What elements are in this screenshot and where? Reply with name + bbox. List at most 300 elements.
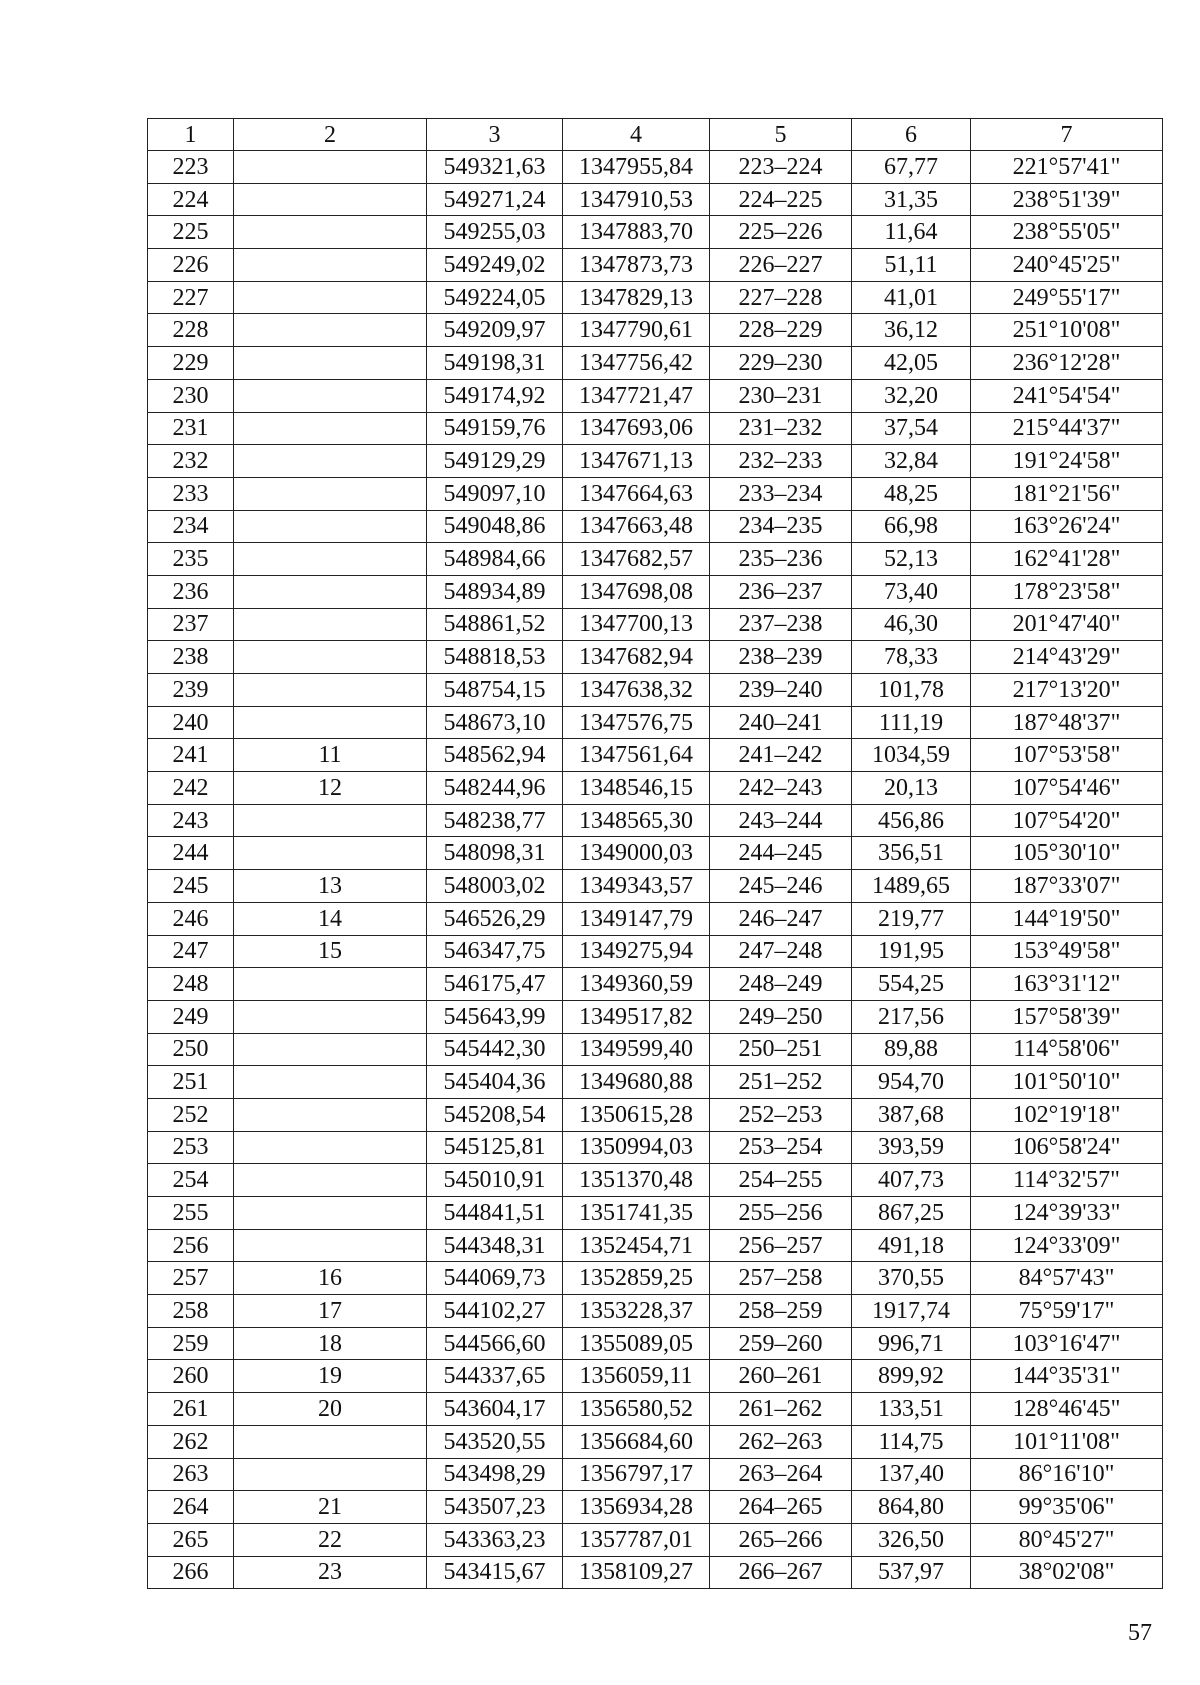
table-cell-col-7: 236°12'28" xyxy=(971,347,1163,380)
table-row xyxy=(148,1164,1163,1197)
table-cell-col-3: 548934,89 xyxy=(427,575,563,608)
table-row xyxy=(148,1458,1163,1491)
table-cell-col-6: 326,50 xyxy=(852,1523,971,1556)
table-cell-col-3: 549097,10 xyxy=(427,477,563,510)
table-cell-col-1: 238 xyxy=(148,641,234,674)
table-cell-col-1: 234 xyxy=(148,510,234,543)
table-cell-col-7: 215°44'37" xyxy=(971,412,1163,445)
table-cell-col-3: 548244,96 xyxy=(427,772,563,805)
table-cell-col-2 xyxy=(234,1458,427,1491)
table-cell-col-6: 41,01 xyxy=(852,281,971,314)
table-cell-col-3: 549174,92 xyxy=(427,379,563,412)
table-cell-col-6: 52,13 xyxy=(852,543,971,576)
table-cell-col-5: 223–224 xyxy=(710,151,852,184)
table-cell-col-1: 237 xyxy=(148,608,234,641)
table-cell-col-3: 548818,53 xyxy=(427,641,563,674)
table-cell-col-5: 239–240 xyxy=(710,674,852,707)
table-row xyxy=(148,902,1163,935)
table-cell-col-2 xyxy=(234,1164,427,1197)
table-cell-col-1: 258 xyxy=(148,1295,234,1328)
table-cell-col-4: 1347756,42 xyxy=(563,347,710,380)
table-row xyxy=(148,706,1163,739)
table-row xyxy=(148,347,1163,380)
table-cell-col-2 xyxy=(234,1033,427,1066)
table-cell-col-3: 546175,47 xyxy=(427,968,563,1001)
table-cell-col-4: 1349599,40 xyxy=(563,1033,710,1066)
table-cell-col-6: 954,70 xyxy=(852,1066,971,1099)
table-cell-col-3: 549209,97 xyxy=(427,314,563,347)
table-cell-col-5: 228–229 xyxy=(710,314,852,347)
table-cell-col-1: 262 xyxy=(148,1425,234,1458)
table-cell-col-4: 1347664,63 xyxy=(563,477,710,510)
table-cell-col-5: 225–226 xyxy=(710,216,852,249)
table-cell-col-4: 1357787,01 xyxy=(563,1523,710,1556)
table-cell-col-2 xyxy=(234,968,427,1001)
column-header-1: 1 xyxy=(148,119,234,151)
table-cell-col-6: 51,11 xyxy=(852,249,971,282)
table-cell-col-5: 237–238 xyxy=(710,608,852,641)
table-cell-col-7: 238°51'39" xyxy=(971,183,1163,216)
header-row xyxy=(148,119,1163,151)
table-cell-col-2 xyxy=(234,183,427,216)
table-cell-col-7: 240°45'25" xyxy=(971,249,1163,282)
table-cell-col-6: 996,71 xyxy=(852,1327,971,1360)
table-cell-col-5: 260–261 xyxy=(710,1360,852,1393)
table-cell-col-5: 227–228 xyxy=(710,281,852,314)
table-cell-col-2 xyxy=(234,445,427,478)
table-cell-col-5: 230–231 xyxy=(710,379,852,412)
table-row xyxy=(148,1000,1163,1033)
table-cell-col-3: 549321,63 xyxy=(427,151,563,184)
table-cell-col-2: 17 xyxy=(234,1295,427,1328)
coordinates-table xyxy=(147,118,1163,1589)
table-cell-col-4: 1351370,48 xyxy=(563,1164,710,1197)
table-cell-col-2: 18 xyxy=(234,1327,427,1360)
table-row xyxy=(148,641,1163,674)
table-cell-col-5: 240–241 xyxy=(710,706,852,739)
table-cell-col-1: 240 xyxy=(148,706,234,739)
table-cell-col-5: 259–260 xyxy=(710,1327,852,1360)
table-cell-col-3: 549271,24 xyxy=(427,183,563,216)
table-cell-col-6: 1917,74 xyxy=(852,1295,971,1328)
table-cell-col-6: 37,54 xyxy=(852,412,971,445)
table-cell-col-3: 543507,23 xyxy=(427,1491,563,1524)
table-cell-col-3: 543363,23 xyxy=(427,1523,563,1556)
table-cell-col-7: 162°41'28" xyxy=(971,543,1163,576)
table-cell-col-2 xyxy=(234,706,427,739)
table-cell-col-2 xyxy=(234,477,427,510)
table-cell-col-3: 549159,76 xyxy=(427,412,563,445)
table-cell-col-1: 251 xyxy=(148,1066,234,1099)
table-cell-col-7: 157°58'39" xyxy=(971,1000,1163,1033)
table-cell-col-5: 266–267 xyxy=(710,1556,852,1589)
table-cell-col-6: 491,18 xyxy=(852,1229,971,1262)
table-cell-col-1: 243 xyxy=(148,804,234,837)
table-cell-col-7: 163°26'24" xyxy=(971,510,1163,543)
table-cell-col-2 xyxy=(234,543,427,576)
table-cell-col-5: 235–236 xyxy=(710,543,852,576)
table-cell-col-2: 23 xyxy=(234,1556,427,1589)
table-cell-col-6: 537,97 xyxy=(852,1556,971,1589)
table-row xyxy=(148,249,1163,282)
table-cell-col-7: 75°59'17" xyxy=(971,1295,1163,1328)
table-cell-col-1: 244 xyxy=(148,837,234,870)
table-cell-col-3: 545404,36 xyxy=(427,1066,563,1099)
table-cell-col-7: 187°48'37" xyxy=(971,706,1163,739)
table-body xyxy=(148,151,1163,1589)
table-cell-col-3: 543604,17 xyxy=(427,1393,563,1426)
table-cell-col-7: 153°49'58" xyxy=(971,935,1163,968)
table-cell-col-5: 224–225 xyxy=(710,183,852,216)
column-header-5: 5 xyxy=(710,119,852,151)
table-cell-col-3: 548562,94 xyxy=(427,739,563,772)
table-cell-col-6: 217,56 xyxy=(852,1000,971,1033)
table-cell-col-1: 254 xyxy=(148,1164,234,1197)
table-row xyxy=(148,1066,1163,1099)
table-cell-col-3: 548098,31 xyxy=(427,837,563,870)
table-cell-col-7: 201°47'40" xyxy=(971,608,1163,641)
table-cell-col-3: 548861,52 xyxy=(427,608,563,641)
table-cell-col-5: 234–235 xyxy=(710,510,852,543)
table-cell-col-2: 20 xyxy=(234,1393,427,1426)
table-row xyxy=(148,1229,1163,1262)
table-cell-col-5: 263–264 xyxy=(710,1458,852,1491)
table-cell-col-2 xyxy=(234,575,427,608)
table-cell-col-4: 1347671,13 xyxy=(563,445,710,478)
table-cell-col-3: 545010,91 xyxy=(427,1164,563,1197)
table-cell-col-5: 229–230 xyxy=(710,347,852,380)
table-cell-col-6: 78,33 xyxy=(852,641,971,674)
table-cell-col-5: 253–254 xyxy=(710,1131,852,1164)
table-cell-col-6: 89,88 xyxy=(852,1033,971,1066)
table-cell-col-6: 370,55 xyxy=(852,1262,971,1295)
column-header-3: 3 xyxy=(427,119,563,151)
table-cell-col-7: 178°23'58" xyxy=(971,575,1163,608)
table-cell-col-7: 84°57'43" xyxy=(971,1262,1163,1295)
table-cell-col-3: 544337,65 xyxy=(427,1360,563,1393)
table-cell-col-1: 263 xyxy=(148,1458,234,1491)
table-cell-col-4: 1347829,13 xyxy=(563,281,710,314)
table-cell-col-1: 242 xyxy=(148,772,234,805)
table-cell-col-4: 1358109,27 xyxy=(563,1556,710,1589)
table-row xyxy=(148,1327,1163,1360)
table-cell-col-3: 548754,15 xyxy=(427,674,563,707)
table-cell-col-2 xyxy=(234,1131,427,1164)
table-cell-col-7: 214°43'29" xyxy=(971,641,1163,674)
table-cell-col-7: 181°21'56" xyxy=(971,477,1163,510)
table-cell-col-2 xyxy=(234,1000,427,1033)
table-row xyxy=(148,1556,1163,1589)
table-cell-col-5: 226–227 xyxy=(710,249,852,282)
table-cell-col-7: 144°19'50" xyxy=(971,902,1163,935)
table-cell-col-4: 1349517,82 xyxy=(563,1000,710,1033)
table-row xyxy=(148,183,1163,216)
table-cell-col-6: 42,05 xyxy=(852,347,971,380)
table-row xyxy=(148,510,1163,543)
table-cell-col-5: 262–263 xyxy=(710,1425,852,1458)
table-cell-col-2 xyxy=(234,1425,427,1458)
table-cell-col-1: 226 xyxy=(148,249,234,282)
table-cell-col-3: 549249,02 xyxy=(427,249,563,282)
table-cell-col-1: 249 xyxy=(148,1000,234,1033)
table-cell-col-5: 250–251 xyxy=(710,1033,852,1066)
table-cell-col-4: 1350615,28 xyxy=(563,1098,710,1131)
table-cell-col-2 xyxy=(234,608,427,641)
table-cell-col-2 xyxy=(234,837,427,870)
table-cell-col-5: 257–258 xyxy=(710,1262,852,1295)
table-row xyxy=(148,1523,1163,1556)
table-cell-col-2 xyxy=(234,804,427,837)
table-cell-col-1: 252 xyxy=(148,1098,234,1131)
table-cell-col-7: 101°11'08" xyxy=(971,1425,1163,1458)
table-cell-col-4: 1347663,48 xyxy=(563,510,710,543)
table-cell-col-4: 1356797,17 xyxy=(563,1458,710,1491)
table-cell-col-7: 144°35'31" xyxy=(971,1360,1163,1393)
table-header xyxy=(148,119,1163,151)
table-cell-col-5: 256–257 xyxy=(710,1229,852,1262)
table-cell-col-4: 1347910,53 xyxy=(563,183,710,216)
table-row xyxy=(148,1393,1163,1426)
table-cell-col-7: 102°19'18" xyxy=(971,1098,1163,1131)
table-cell-col-4: 1349360,59 xyxy=(563,968,710,1001)
table-row xyxy=(148,804,1163,837)
table-cell-col-4: 1347682,57 xyxy=(563,543,710,576)
table-cell-col-1: 233 xyxy=(148,477,234,510)
table-cell-col-7: 187°33'07" xyxy=(971,870,1163,903)
table-cell-col-7: 107°53'58" xyxy=(971,739,1163,772)
table-cell-col-3: 546347,75 xyxy=(427,935,563,968)
table-cell-col-5: 245–246 xyxy=(710,870,852,903)
table-cell-col-2 xyxy=(234,379,427,412)
table-cell-col-4: 1350994,03 xyxy=(563,1131,710,1164)
table-cell-col-1: 231 xyxy=(148,412,234,445)
table-cell-col-7: 38°02'08" xyxy=(971,1556,1163,1589)
table-row xyxy=(148,772,1163,805)
table-cell-col-1: 256 xyxy=(148,1229,234,1262)
table-cell-col-6: 867,25 xyxy=(852,1197,971,1230)
table-cell-col-5: 258–259 xyxy=(710,1295,852,1328)
table-row xyxy=(148,674,1163,707)
table-cell-col-1: 246 xyxy=(148,902,234,935)
table-cell-col-2 xyxy=(234,1229,427,1262)
table-cell-col-6: 67,77 xyxy=(852,151,971,184)
table-cell-col-2: 13 xyxy=(234,870,427,903)
table-cell-col-4: 1347721,47 xyxy=(563,379,710,412)
table-cell-col-6: 73,40 xyxy=(852,575,971,608)
table-cell-col-5: 241–242 xyxy=(710,739,852,772)
table-cell-col-5: 246–247 xyxy=(710,902,852,935)
table-cell-col-6: 1489,65 xyxy=(852,870,971,903)
table-cell-col-3: 549224,05 xyxy=(427,281,563,314)
table-cell-col-5: 248–249 xyxy=(710,968,852,1001)
table-cell-col-6: 111,19 xyxy=(852,706,971,739)
table-cell-col-6: 407,73 xyxy=(852,1164,971,1197)
table-cell-col-6: 899,92 xyxy=(852,1360,971,1393)
table-cell-col-2 xyxy=(234,1066,427,1099)
table-cell-col-7: 221°57'41" xyxy=(971,151,1163,184)
table-cell-col-2: 19 xyxy=(234,1360,427,1393)
table-cell-col-2: 11 xyxy=(234,739,427,772)
table-cell-col-3: 545442,30 xyxy=(427,1033,563,1066)
table-row xyxy=(148,575,1163,608)
table-cell-col-2 xyxy=(234,674,427,707)
table-row xyxy=(148,1098,1163,1131)
table-cell-col-4: 1347883,70 xyxy=(563,216,710,249)
table-cell-col-6: 32,20 xyxy=(852,379,971,412)
table-cell-col-6: 191,95 xyxy=(852,935,971,968)
table-cell-col-5: 254–255 xyxy=(710,1164,852,1197)
table-cell-col-4: 1347693,06 xyxy=(563,412,710,445)
table-cell-col-4: 1349000,03 xyxy=(563,837,710,870)
table-cell-col-5: 233–234 xyxy=(710,477,852,510)
table-cell-col-6: 101,78 xyxy=(852,674,971,707)
table-cell-col-3: 549198,31 xyxy=(427,347,563,380)
table-cell-col-2: 12 xyxy=(234,772,427,805)
table-cell-col-4: 1352859,25 xyxy=(563,1262,710,1295)
table-row xyxy=(148,608,1163,641)
table-row xyxy=(148,968,1163,1001)
table-cell-col-6: 48,25 xyxy=(852,477,971,510)
table-cell-col-6: 456,86 xyxy=(852,804,971,837)
table-cell-col-7: 249°55'17" xyxy=(971,281,1163,314)
table-row xyxy=(148,216,1163,249)
table-cell-col-2 xyxy=(234,1098,427,1131)
table-cell-col-3: 545643,99 xyxy=(427,1000,563,1033)
table-cell-col-7: 86°16'10" xyxy=(971,1458,1163,1491)
table-row xyxy=(148,281,1163,314)
table-cell-col-6: 393,59 xyxy=(852,1131,971,1164)
table-cell-col-3: 544069,73 xyxy=(427,1262,563,1295)
table-cell-col-1: 250 xyxy=(148,1033,234,1066)
table-cell-col-1: 265 xyxy=(148,1523,234,1556)
table-cell-col-1: 236 xyxy=(148,575,234,608)
table-cell-col-7: 217°13'20" xyxy=(971,674,1163,707)
table-cell-col-4: 1347682,94 xyxy=(563,641,710,674)
table-cell-col-5: 255–256 xyxy=(710,1197,852,1230)
table-cell-col-5: 261–262 xyxy=(710,1393,852,1426)
table-cell-col-5: 249–250 xyxy=(710,1000,852,1033)
table-cell-col-2 xyxy=(234,347,427,380)
table-cell-col-4: 1347873,73 xyxy=(563,249,710,282)
table-row xyxy=(148,739,1163,772)
table-row xyxy=(148,1425,1163,1458)
table-cell-col-2 xyxy=(234,249,427,282)
table-cell-col-5: 236–237 xyxy=(710,575,852,608)
table-row xyxy=(148,935,1163,968)
table-cell-col-6: 133,51 xyxy=(852,1393,971,1426)
table-cell-col-1: 259 xyxy=(148,1327,234,1360)
table-cell-col-3: 549255,03 xyxy=(427,216,563,249)
table-cell-col-5: 242–243 xyxy=(710,772,852,805)
table-cell-col-7: 238°55'05" xyxy=(971,216,1163,249)
table-row xyxy=(148,837,1163,870)
table-row xyxy=(148,151,1163,184)
table-cell-col-1: 227 xyxy=(148,281,234,314)
table-cell-col-4: 1347638,32 xyxy=(563,674,710,707)
table-cell-col-7: 106°58'24" xyxy=(971,1131,1163,1164)
table-cell-col-6: 31,35 xyxy=(852,183,971,216)
table-cell-col-2: 21 xyxy=(234,1491,427,1524)
table-row xyxy=(148,379,1163,412)
table-cell-col-5: 244–245 xyxy=(710,837,852,870)
table-cell-col-3: 545125,81 xyxy=(427,1131,563,1164)
table-cell-col-7: 241°54'54" xyxy=(971,379,1163,412)
table-cell-col-4: 1352454,71 xyxy=(563,1229,710,1262)
table-cell-col-7: 107°54'46" xyxy=(971,772,1163,805)
table-row xyxy=(148,1295,1163,1328)
table-cell-col-2: 15 xyxy=(234,935,427,968)
table-cell-col-4: 1347700,13 xyxy=(563,608,710,641)
table-cell-col-3: 549048,86 xyxy=(427,510,563,543)
table-cell-col-5: 252–253 xyxy=(710,1098,852,1131)
table-cell-col-6: 20,13 xyxy=(852,772,971,805)
table-cell-col-7: 80°45'27" xyxy=(971,1523,1163,1556)
table-cell-col-7: 107°54'20" xyxy=(971,804,1163,837)
table-cell-col-4: 1348546,15 xyxy=(563,772,710,805)
table-cell-col-4: 1348565,30 xyxy=(563,804,710,837)
table-cell-col-2: 14 xyxy=(234,902,427,935)
table-cell-col-7: 163°31'12" xyxy=(971,968,1163,1001)
table-cell-col-1: 230 xyxy=(148,379,234,412)
column-header-6: 6 xyxy=(852,119,971,151)
table-cell-col-1: 235 xyxy=(148,543,234,576)
table-cell-col-7: 99°35'06" xyxy=(971,1491,1163,1524)
table-cell-col-2: 22 xyxy=(234,1523,427,1556)
table-cell-col-1: 229 xyxy=(148,347,234,380)
table-cell-col-7: 114°58'06" xyxy=(971,1033,1163,1066)
table-cell-col-7: 114°32'57" xyxy=(971,1164,1163,1197)
table-cell-col-6: 356,51 xyxy=(852,837,971,870)
table-cell-col-7: 128°46'45" xyxy=(971,1393,1163,1426)
table-cell-col-3: 548673,10 xyxy=(427,706,563,739)
table-row xyxy=(148,1131,1163,1164)
table-cell-col-4: 1347576,75 xyxy=(563,706,710,739)
column-header-7: 7 xyxy=(971,119,1163,151)
table-cell-col-4: 1347561,64 xyxy=(563,739,710,772)
table-row xyxy=(148,1491,1163,1524)
table-cell-col-3: 546526,29 xyxy=(427,902,563,935)
table-row xyxy=(148,314,1163,347)
table-cell-col-6: 554,25 xyxy=(852,968,971,1001)
table-cell-col-1: 261 xyxy=(148,1393,234,1426)
table-cell-col-1: 239 xyxy=(148,674,234,707)
table-cell-col-2: 16 xyxy=(234,1262,427,1295)
table-cell-col-5: 265–266 xyxy=(710,1523,852,1556)
table-cell-col-2 xyxy=(234,281,427,314)
table-cell-col-4: 1347790,61 xyxy=(563,314,710,347)
table-cell-col-4: 1347698,08 xyxy=(563,575,710,608)
table-row xyxy=(148,477,1163,510)
table-cell-col-1: 241 xyxy=(148,739,234,772)
table-cell-col-5: 232–233 xyxy=(710,445,852,478)
table-cell-col-7: 124°33'09" xyxy=(971,1229,1163,1262)
table-cell-col-5: 238–239 xyxy=(710,641,852,674)
table-row xyxy=(148,1262,1163,1295)
table-cell-col-7: 124°39'33" xyxy=(971,1197,1163,1230)
table-cell-col-1: 245 xyxy=(148,870,234,903)
table-row xyxy=(148,1033,1163,1066)
table-cell-col-7: 103°16'47" xyxy=(971,1327,1163,1360)
table-cell-col-6: 11,64 xyxy=(852,216,971,249)
table-cell-col-1: 255 xyxy=(148,1197,234,1230)
page-number: 57 xyxy=(1128,1620,1152,1646)
table-cell-col-1: 225 xyxy=(148,216,234,249)
table-cell-col-1: 248 xyxy=(148,968,234,1001)
table-cell-col-1: 228 xyxy=(148,314,234,347)
table-cell-col-4: 1349680,88 xyxy=(563,1066,710,1099)
table-cell-col-3: 544841,51 xyxy=(427,1197,563,1230)
table-cell-col-4: 1349275,94 xyxy=(563,935,710,968)
